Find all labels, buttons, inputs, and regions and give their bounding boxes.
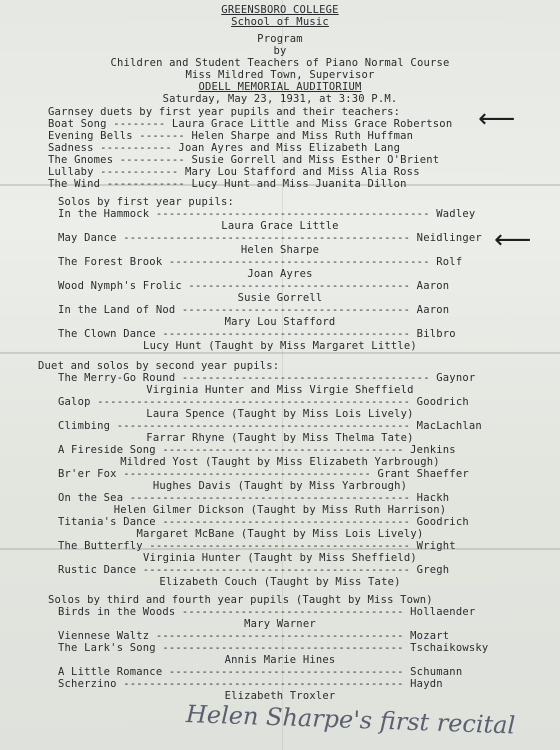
performer: Lucy Hunt (Taught by Miss Margaret Little): [143, 340, 417, 352]
program-line: Wood Nymph's Frolic ---------------------------------- Aaron: [58, 280, 450, 292]
supervisor: Miss Mildred Town, Supervisor: [185, 69, 375, 81]
performer: Hughes Davis (Taught by Miss Yarbrough): [152, 480, 408, 492]
arrow-left-icon: ⟵: [494, 225, 532, 255]
program-line: The Forest Brook ---------------------------------------- Rolf: [58, 256, 463, 268]
program-line: The Merry-Go Round -------------------------------------- Gaynor: [58, 372, 476, 384]
program-line: The Wind ------------ Lucy Hunt and Miss Juanita Dillon: [48, 178, 407, 190]
program-line: Viennese Waltz -------------------------------------- Mozart: [58, 630, 450, 642]
performer: Mildred Yost (Taught by Miss Elizabeth Yarbrough): [120, 456, 440, 468]
performer: Virginia Hunter (Taught by Miss Sheffield): [143, 552, 417, 564]
performer: Annis Marie Hines: [224, 654, 336, 666]
performer: Elizabeth Troxler: [224, 690, 336, 702]
course-name: Children and Student Teachers of Piano Normal Course: [110, 57, 450, 69]
program-line: Boat Song -------- Laura Grace Little and Miss Grace Robertson: [48, 118, 453, 130]
program-line: Galop ------------------------------------------------ Goodrich: [58, 396, 469, 408]
program-line: The Butterfly ---------------------------------------- Wright: [58, 540, 456, 552]
program-title: Program: [257, 33, 303, 45]
section-heading: Solos by first year pupils:: [58, 196, 235, 208]
program-line: Br'er Fox -------------------------------------- Grant Shaeffer: [58, 468, 469, 480]
performer: Elizabeth Couch (Taught by Miss Tate): [159, 576, 401, 588]
performer: Farrar Rhyne (Taught by Miss Thelma Tate): [146, 432, 414, 444]
program-line: Sadness ----------- Joan Ayres and Miss Elizabeth Lang: [48, 142, 401, 154]
performer: Mary Lou Stafford: [224, 316, 336, 328]
program-line: Scherzino ------------------------------------------- Haydn: [58, 678, 443, 690]
date-time: Saturday, May 23, 1931, at 3:30 P.M.: [162, 93, 398, 105]
performer: Helen Gilmer Dickson (Taught by Miss Ruth Harrison): [113, 504, 447, 516]
section-heading: Garnsey duets by first year pupils and their teachers:: [48, 106, 401, 118]
performer: Laura Grace Little: [221, 220, 339, 232]
program-line: In the Land of Nod ----------------------------------- Aaron: [58, 304, 450, 316]
program-line: Evening Bells ------- Helen Sharpe and Miss Ruth Huffman: [48, 130, 414, 142]
program-line: The Gnomes ---------- Susie Gorrell and Miss Esther O'Brient: [48, 154, 440, 166]
performer: Joan Ayres: [247, 268, 313, 280]
college-name: GREENSBORO COLLEGE: [221, 4, 339, 16]
arrow-left-icon: ⟵: [478, 104, 516, 134]
program-line: May Dance -------------------------------------------- Neidlinger: [58, 232, 482, 244]
program-line: Titania's Dance -------------------------------------- Goodrich: [58, 516, 469, 528]
performer: Susie Gorrell: [237, 292, 323, 304]
fold-crease: [0, 352, 560, 354]
program-line: The Lark's Song ------------------------------------- Tschaikowsky: [58, 642, 489, 654]
performer: Helen Sharpe: [240, 244, 320, 256]
performer: Laura Spence (Taught by Miss Lois Lively): [146, 408, 414, 420]
performer: Virginia Hunter and Miss Virgie Sheffield: [146, 384, 414, 396]
program-line: In the Hammock ------------------------------------------ Wadley: [58, 208, 476, 220]
program-line: The Clown Dance -------------------------------------- Bilbro: [58, 328, 456, 340]
program-line: Rustic Dance ----------------------------------------- Gregh: [58, 564, 450, 576]
program-line: Lullaby ------------ Mary Lou Stafford and Miss Alia Ross: [48, 166, 420, 178]
handwritten-note: Helen Sharpe's first recital: [185, 700, 516, 740]
venue: ODELL MEMORIAL AUDITORIUM: [198, 81, 362, 93]
school-name: School of Music: [231, 16, 329, 28]
program-by: by: [273, 45, 287, 57]
section-heading: Duet and solos by second year pupils:: [38, 360, 280, 372]
performer: Mary Warner: [244, 618, 316, 630]
performer: Margaret McBane (Taught by Miss Lois Lively): [136, 528, 424, 540]
program-line: A Little Romance ------------------------------------ Schumann: [58, 666, 463, 678]
program-line: Climbing --------------------------------------------- MacLachlan: [58, 420, 482, 432]
program-line: On the Sea ------------------------------------------- Hackh: [58, 492, 450, 504]
program-line: Birds in the Woods ---------------------------------- Hollaender: [58, 606, 476, 618]
section-heading: Solos by third and fourth year pupils (Taught by Miss Town): [48, 594, 433, 606]
program-line: A Fireside Song ------------------------------------- Jenkins: [58, 444, 456, 456]
